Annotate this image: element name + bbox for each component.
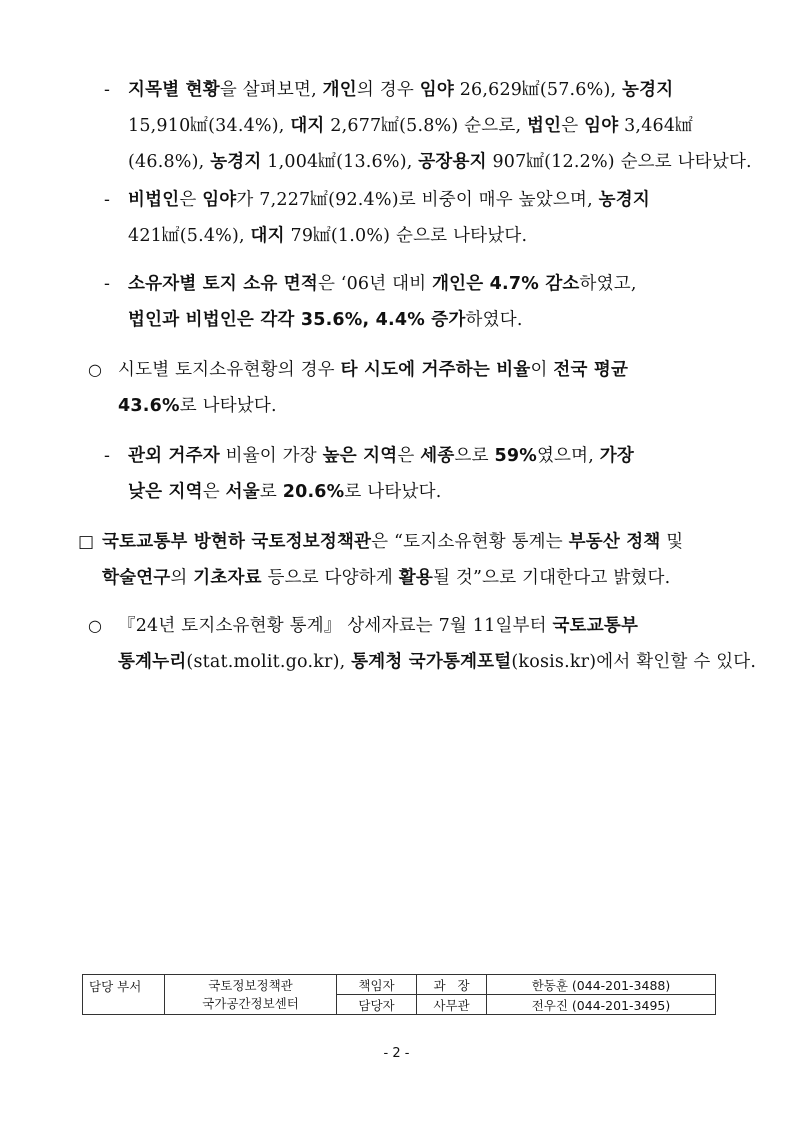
body-text: 26,629㎢(57.6%), — [453, 80, 623, 100]
title-cell — [417, 975, 487, 995]
body-text: 1,004㎢(13.6%), — [261, 152, 419, 172]
dept-label: 담당 부서 — [89, 979, 142, 994]
contact-info: 한동훈 (044-201-3488) — [531, 977, 671, 993]
body-text: 의 — [170, 568, 194, 588]
dash-marker: - — [104, 446, 110, 466]
title-cell — [417, 995, 487, 1015]
body-text: 으로 — [454, 446, 495, 466]
body-text: 은 — [397, 446, 421, 466]
body-text: 3,464㎢ — [618, 116, 693, 136]
title-label: 과 장 — [433, 977, 470, 993]
contact-info: 전우진 (044-201-3495) — [531, 997, 671, 1013]
body-text: 하였고, — [579, 274, 637, 294]
body-text: 2,677㎢(5.8%) 순으로, — [324, 116, 528, 136]
text-line — [128, 438, 728, 474]
emphasis-text: 임야 — [419, 80, 454, 100]
paragraph-outside-residents — [128, 438, 728, 510]
contact-cell — [487, 995, 716, 1015]
square-marker: □ — [78, 532, 95, 552]
body-text: 이 — [530, 360, 554, 380]
body-text: 15,910㎢(34.4%), — [128, 116, 291, 136]
emphasis-text: 국토교통부 방현하 국토정보정책관 — [102, 532, 372, 552]
body-text: 및 — [660, 532, 684, 552]
body-text: 였으며, — [536, 446, 600, 466]
body-text: 로 나타났다. — [344, 482, 442, 502]
body-text: 『24년 토지소유현황 통계』 상세자료는 7월 11일부터 — [118, 616, 553, 636]
dept-name-primary: 국토정보정책관 — [208, 978, 293, 993]
text-line — [102, 560, 728, 596]
contact-table — [82, 974, 716, 1015]
body-text: (46.8%), — [128, 152, 211, 172]
body-text: 로 — [259, 482, 283, 502]
text-line — [128, 144, 752, 180]
body-text: 비율이 가장 — [219, 446, 323, 466]
dept-label-cell — [83, 975, 165, 1015]
text-line — [102, 524, 728, 560]
emphasis-text: 소유자별 토지 소유 면적 — [128, 274, 318, 294]
emphasis-text: 세종 — [420, 446, 455, 466]
dash-marker: - — [104, 274, 110, 294]
emphasis-text: 법인 — [527, 116, 562, 136]
text-line — [128, 182, 728, 218]
body-text: 등으로 다양하게 — [261, 568, 399, 588]
body-text: 시도별 토지소유현황의 경우 — [118, 360, 341, 380]
emphasis-text: 43.6% — [118, 396, 180, 416]
dept-name-secondary: 국가공간정보센터 — [202, 996, 299, 1011]
emphasis-text: 학술연구 — [102, 568, 171, 588]
emphasis-text: 대지 — [250, 226, 285, 246]
emphasis-text: 낮은 지역 — [128, 482, 203, 502]
body-text: 421㎢(5.4%), — [128, 226, 251, 246]
text-line — [118, 608, 728, 644]
title-label: 사무관 — [433, 997, 470, 1013]
text-line — [128, 266, 728, 302]
emphasis-text: 임야 — [584, 116, 619, 136]
emphasis-text: 농경지 — [210, 152, 262, 172]
body-text: 가 7,227㎢(92.4%)로 비중이 매우 높았으며, — [236, 190, 599, 210]
body-text: 로 나타났다. — [179, 396, 277, 416]
body-text: 은 — [179, 190, 203, 210]
body-text: 79㎢(1.0%) 순으로 나타났다. — [284, 226, 528, 246]
body-text: (kosis.kr)에서 확인할 수 있다. — [511, 652, 757, 672]
emphasis-text: 대지 — [290, 116, 325, 136]
text-line — [118, 388, 728, 424]
paragraph-detail-sources — [118, 608, 757, 680]
body-text: (stat.molit.go.kr), — [186, 652, 352, 672]
paragraph-official-quote — [102, 524, 728, 596]
dash-marker: - — [104, 190, 110, 210]
emphasis-text: 개인 — [322, 80, 357, 100]
text-line — [128, 218, 728, 254]
body-text: 하였다. — [465, 310, 523, 330]
emphasis-text: 통계청 국가통계포털 — [351, 652, 512, 672]
emphasis-text: 임야 — [202, 190, 237, 210]
body-text: 을 살펴보면, — [219, 80, 323, 100]
emphasis-text: 20.6% — [282, 482, 345, 502]
emphasis-text: 농경지 — [598, 190, 650, 210]
emphasis-text: 전국 평균 — [553, 360, 629, 380]
role-label: 담당자 — [358, 997, 395, 1013]
emphasis-text: 타 시도에 거주하는 비율 — [340, 360, 531, 380]
page-number: - 2 - — [383, 1046, 410, 1061]
circle-marker: ○ — [88, 360, 102, 379]
contact-cell — [487, 975, 716, 995]
body-text: 907㎢(12.2%) 순으로 나타났다. — [486, 152, 752, 172]
emphasis-text: 비법인 — [128, 190, 180, 210]
role-cell — [337, 975, 417, 995]
emphasis-text: 농경지 — [622, 80, 674, 100]
emphasis-text: 공장용지 — [418, 152, 487, 172]
emphasis-text: 통계누리 — [118, 652, 187, 672]
paragraph-regional-status — [118, 352, 728, 424]
emphasis-text: 59% — [494, 446, 537, 466]
paragraph-land-category-status — [128, 72, 752, 180]
paragraph-non-corporate — [128, 182, 728, 254]
body-text: 의 경우 — [356, 80, 420, 100]
emphasis-text: 법인과 비법인은 각각 35.6%, 4.4% 증가 — [128, 310, 466, 330]
text-line — [128, 302, 728, 338]
body-text: 될 것”으로 기대한다고 밝혔다. — [432, 568, 671, 588]
body-text: 은 — [561, 116, 585, 136]
emphasis-text: 높은 지역 — [322, 446, 398, 466]
emphasis-text: 기초자료 — [193, 568, 262, 588]
text-line — [128, 108, 728, 144]
body-text: 은 ‘06년 대비 — [317, 274, 433, 294]
emphasis-text: 지목별 현황 — [128, 80, 220, 100]
emphasis-text: 관외 거주자 — [128, 446, 220, 466]
dept-name-cell — [165, 975, 337, 1015]
emphasis-text: 부동산 정책 — [568, 532, 661, 552]
text-line — [118, 352, 728, 388]
emphasis-text: 서울 — [225, 482, 260, 502]
emphasis-text: 국토교통부 — [552, 616, 639, 636]
emphasis-text: 개인은 4.7% 감소 — [432, 274, 580, 294]
text-line — [118, 644, 757, 680]
text-line — [128, 474, 728, 510]
circle-marker: ○ — [88, 616, 102, 635]
role-cell — [337, 995, 417, 1015]
dash-marker: - — [104, 80, 110, 100]
emphasis-text: 활용 — [398, 568, 433, 588]
paragraph-owner-area-change — [128, 266, 728, 338]
body-text: 은 “토지소유현황 통계는 — [371, 532, 569, 552]
body-text: 은 — [202, 482, 226, 502]
role-label: 책임자 — [358, 977, 395, 993]
text-line — [128, 72, 728, 108]
emphasis-text: 가장 — [599, 446, 635, 466]
